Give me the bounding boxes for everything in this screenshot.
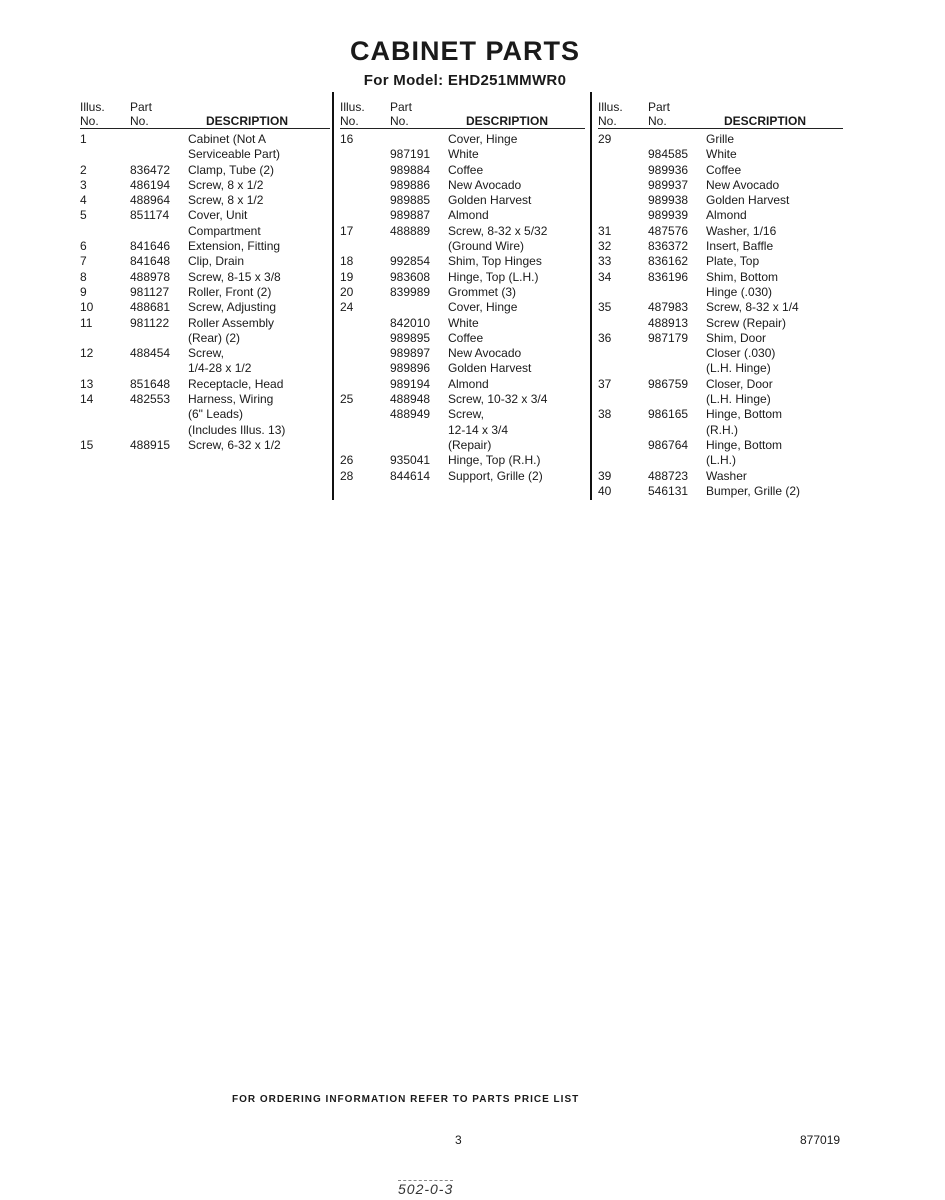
parts-row — [80, 178, 330, 193]
part-number: 488948 — [390, 392, 431, 407]
part-description: Cover, Unit Compartment — [188, 208, 261, 238]
illus-number — [340, 316, 390, 331]
illus-number: 13 — [80, 376, 94, 391]
column-header — [598, 94, 843, 129]
part-description: Hinge, Bottom (L.H.) — [706, 437, 783, 468]
parts-row — [80, 392, 330, 438]
part-description: Shim, Top Hinges — [448, 254, 542, 269]
illus-number: 37 — [598, 376, 612, 391]
parts-row — [340, 377, 585, 392]
parts-row — [80, 208, 330, 239]
parts-row — [340, 132, 585, 147]
illus-number — [598, 163, 648, 178]
part-description: Shim, Bottom Hinge (.030) — [706, 269, 779, 299]
part-number: 986764 — [648, 437, 689, 452]
part-description: Screw, 1/4-28 x 1/2 — [188, 346, 252, 376]
illus-number: 20 — [340, 284, 354, 299]
part-number: 989936 — [648, 162, 689, 177]
illus-number — [340, 407, 390, 453]
document-number: 877019 — [800, 1133, 841, 1147]
illus-number: 4 — [80, 193, 87, 208]
part-number: 839989 — [390, 284, 431, 299]
part-description: Washer — [706, 468, 747, 483]
parts-row — [598, 316, 843, 331]
part-description: Insert, Baffle — [706, 239, 774, 254]
part-number: 488454 — [130, 346, 171, 361]
parts-row — [598, 300, 843, 315]
parts-row — [80, 438, 330, 453]
part-description: Cabinet (Not A Serviceable Part) — [188, 132, 281, 162]
illus-number — [340, 178, 390, 193]
part-number: 482553 — [130, 392, 171, 407]
part-description: Golden Harvest — [448, 193, 532, 208]
parts-row — [340, 469, 585, 484]
part-description: Clip, Drain — [188, 254, 245, 269]
illus-number: 40 — [598, 483, 612, 498]
illus-no-header: Illus. No. — [340, 100, 365, 128]
illus-number: 34 — [598, 269, 612, 284]
parts-row — [598, 377, 843, 408]
column-divider — [590, 92, 592, 500]
parts-row — [598, 484, 843, 499]
part-number: 546131 — [648, 483, 689, 498]
part-number: 836472 — [130, 162, 171, 177]
part-description: Coffee — [448, 330, 484, 345]
illus-number — [340, 331, 390, 346]
parts-row — [340, 224, 585, 255]
illus-number — [340, 361, 390, 376]
parts-row — [340, 208, 585, 223]
part-number: 487983 — [648, 300, 689, 315]
part-number — [390, 300, 448, 315]
part-number: 935041 — [390, 453, 431, 468]
part-description: Golden Harvest — [706, 193, 790, 208]
illus-number: 24 — [340, 300, 354, 315]
part-number: 842010 — [390, 315, 431, 330]
illus-number: 25 — [340, 392, 354, 407]
part-number: 989896 — [390, 361, 431, 376]
part-description: Screw, 10-32 x 3/4 — [448, 392, 548, 407]
illus-number: 36 — [598, 330, 612, 345]
illus-number — [340, 163, 390, 178]
part-description: Coffee — [448, 162, 484, 177]
part-description: White — [706, 147, 737, 162]
parts-row — [340, 285, 585, 300]
part-number: 989884 — [390, 162, 431, 177]
part-number: 488723 — [648, 468, 689, 483]
part-number: 486194 — [130, 177, 171, 192]
part-description: New Avocado — [448, 177, 522, 192]
column-divider — [332, 92, 334, 500]
page-number: 3 — [455, 1133, 462, 1147]
parts-row — [80, 193, 330, 208]
parts-row — [340, 331, 585, 346]
illus-number: 8 — [80, 269, 87, 284]
parts-row — [598, 239, 843, 254]
part-description: Closer, Door (L.H. Hinge) — [706, 376, 773, 407]
part-number: 488681 — [130, 300, 171, 315]
part-number: 488915 — [130, 437, 171, 452]
illus-number — [598, 193, 648, 208]
illus-number: 11 — [80, 315, 93, 330]
part-number: 836162 — [648, 254, 689, 269]
parts-row — [598, 178, 843, 193]
part-description: Hinge, Bottom (R.H.) — [706, 407, 783, 437]
part-no-header: Part No. — [648, 100, 671, 128]
part-number: 986165 — [648, 407, 689, 422]
ordering-note: FOR ORDERING INFORMATION REFER TO PARTS PRICE LIST — [232, 1094, 580, 1105]
part-description: Harness, Wiring (6" Leads) (Includes Illus. 13) — [188, 392, 286, 437]
illus-number: 12 — [80, 346, 94, 361]
illus-number — [598, 438, 648, 469]
part-number: 487576 — [648, 223, 689, 238]
parts-column-3 — [598, 94, 843, 499]
part-description: Extension, Fitting — [188, 239, 281, 254]
parts-row — [598, 407, 843, 438]
part-number: 841646 — [130, 239, 171, 254]
part-description: Almond — [706, 208, 747, 223]
part-description: Roller Assembly (Rear) (2) — [188, 315, 275, 345]
part-number — [130, 132, 188, 163]
part-description: Receptacle, Head — [188, 376, 284, 391]
part-description: Screw, 12-14 x 3/4 (Repair) — [448, 407, 509, 452]
parts-row — [598, 270, 843, 301]
part-no-header: Part No. — [390, 100, 413, 128]
part-description: Cover, Hinge — [448, 132, 518, 146]
part-description: Coffee — [706, 162, 742, 177]
part-number: 981127 — [130, 284, 170, 299]
part-description: Clamp, Tube (2) — [188, 162, 275, 177]
part-number: 836196 — [648, 269, 689, 284]
illus-number: 28 — [340, 468, 354, 483]
part-number: 488949 — [390, 407, 431, 422]
part-number: 989885 — [390, 193, 431, 208]
part-description: Bumper, Grille (2) — [706, 483, 801, 498]
illus-no-header: Illus. No. — [80, 100, 105, 128]
part-number: 984585 — [648, 147, 689, 162]
part-description: Screw, 8 x 1/2 — [188, 193, 264, 208]
parts-row — [80, 132, 330, 163]
illus-number: 39 — [598, 468, 612, 483]
part-number: 844614 — [390, 468, 431, 483]
part-description: Hinge, Top (R.H.) — [448, 453, 541, 468]
part-description: Almond — [448, 376, 489, 391]
illus-number: 29 — [598, 132, 612, 146]
part-description: Support, Grille (2) — [448, 468, 543, 483]
column-header — [340, 94, 585, 129]
illus-number: 2 — [80, 162, 87, 177]
parts-row — [80, 285, 330, 300]
illus-number: 31 — [598, 223, 612, 238]
part-number: 488978 — [130, 269, 171, 284]
page-title: CABINET PARTS — [349, 36, 580, 66]
part-description: Screw, 8-15 x 3/8 — [188, 269, 281, 284]
part-description: Screw, 8 x 1/2 — [188, 177, 264, 192]
parts-row — [598, 193, 843, 208]
part-number: 851648 — [130, 376, 171, 391]
illus-number — [598, 147, 648, 162]
description-header: DESCRIPTION — [724, 114, 807, 128]
part-description: Screw (Repair) — [706, 315, 787, 330]
part-number: 836372 — [648, 239, 689, 254]
illus-number: 15 — [80, 437, 94, 452]
illus-number: 5 — [80, 208, 87, 223]
parts-row — [80, 316, 330, 347]
illus-number: 14 — [80, 392, 94, 407]
part-description: Screw, Adjusting — [188, 300, 277, 315]
parts-row — [80, 239, 330, 254]
part-number: 983608 — [390, 269, 431, 284]
illus-number — [340, 377, 390, 392]
illus-number: 26 — [340, 453, 354, 468]
parts-row — [340, 392, 585, 407]
description-header: DESCRIPTION — [466, 114, 549, 128]
part-description: Washer, 1/16 — [706, 223, 777, 238]
part-number — [648, 132, 706, 147]
part-description: White — [448, 147, 479, 162]
parts-row — [598, 224, 843, 239]
parts-row — [598, 469, 843, 484]
parts-row — [340, 163, 585, 178]
part-no-header: Part No. — [130, 100, 153, 128]
illus-number — [598, 316, 648, 331]
parts-row — [80, 270, 330, 285]
parts-row — [80, 377, 330, 392]
part-number: 989939 — [648, 208, 689, 223]
part-description: Grommet (3) — [448, 284, 517, 299]
part-number: 987191 — [390, 147, 431, 162]
part-description: Shim, Door Closer (.030) (L.H. Hinge) — [706, 330, 776, 376]
parts-column-2 — [340, 94, 585, 484]
parts-row — [340, 270, 585, 285]
parts-row — [340, 407, 585, 453]
part-number: 989194 — [390, 376, 431, 391]
illus-number: 33 — [598, 254, 612, 269]
illus-no-header: Illus. No. — [598, 100, 623, 128]
part-description: Screw, 8-32 x 5/32 (Ground Wire) — [448, 223, 548, 254]
part-number: 488964 — [130, 193, 171, 208]
parts-column-1 — [80, 94, 330, 453]
parts-row — [340, 361, 585, 376]
illus-number: 3 — [80, 177, 87, 192]
parts-row — [340, 346, 585, 361]
part-number: 488889 — [390, 223, 431, 238]
part-description: Screw, 8-32 x 1/4 — [706, 300, 799, 315]
illus-number: 35 — [598, 300, 612, 315]
illus-number — [340, 346, 390, 361]
parts-row — [598, 163, 843, 178]
parts-row — [340, 193, 585, 208]
part-description: Cover, Hinge — [448, 300, 518, 315]
part-number: 989895 — [390, 330, 431, 345]
part-number: 989886 — [390, 177, 431, 192]
parts-row — [80, 163, 330, 178]
illus-number: 10 — [80, 300, 94, 315]
column-header — [80, 94, 330, 129]
parts-row — [340, 254, 585, 269]
parts-row — [598, 254, 843, 269]
part-number: 989887 — [390, 208, 431, 223]
part-number: 989897 — [390, 346, 431, 361]
part-number: 992854 — [390, 254, 431, 269]
parts-row — [340, 178, 585, 193]
illus-number — [598, 178, 648, 193]
part-number: 841648 — [130, 254, 171, 269]
handwritten-stamp: 502-0-3 — [398, 1181, 454, 1197]
part-description: Plate, Top — [706, 254, 760, 269]
illus-number: 17 — [340, 223, 354, 238]
illus-number: 7 — [80, 254, 87, 269]
illus-number: 19 — [340, 269, 354, 284]
part-number: 989938 — [648, 193, 689, 208]
parts-row — [598, 331, 843, 377]
illus-number — [598, 208, 648, 223]
part-number: 989937 — [648, 177, 689, 192]
illus-number: 16 — [340, 132, 354, 146]
parts-row — [80, 346, 330, 377]
part-description: Golden Harvest — [448, 361, 532, 376]
illus-number: 1 — [80, 132, 87, 146]
illus-number: 9 — [80, 284, 87, 299]
illus-number: 18 — [340, 254, 354, 269]
illus-number — [340, 147, 390, 162]
part-number: 987179 — [648, 330, 689, 345]
part-number: 851174 — [130, 208, 170, 223]
illus-number — [340, 193, 390, 208]
part-description: Roller, Front (2) — [188, 284, 272, 299]
part-description: New Avocado — [448, 346, 522, 361]
parts-row — [598, 208, 843, 223]
illus-number: 38 — [598, 407, 612, 422]
parts-row — [598, 132, 843, 147]
parts-row — [340, 316, 585, 331]
part-description: Grille — [706, 132, 735, 146]
illus-number: 32 — [598, 239, 612, 254]
model-subtitle: For Model: EHD251MMWR0 — [363, 72, 567, 89]
part-description: Screw, 6-32 x 1/2 — [188, 437, 281, 452]
part-number: 986759 — [648, 376, 689, 391]
parts-row — [340, 453, 585, 468]
part-description: Hinge, Top (L.H.) — [448, 269, 539, 284]
parts-row — [340, 147, 585, 162]
parts-row — [340, 300, 585, 315]
parts-row — [598, 147, 843, 162]
parts-row — [598, 438, 843, 469]
part-number: 488913 — [648, 315, 689, 330]
part-number: 981122 — [130, 315, 170, 330]
illus-number: 6 — [80, 239, 87, 254]
description-header: DESCRIPTION — [206, 114, 289, 128]
part-description: White — [448, 315, 479, 330]
parts-row — [80, 254, 330, 269]
parts-row — [80, 300, 330, 315]
part-number — [390, 132, 448, 147]
part-description: Almond — [448, 208, 489, 223]
part-description: New Avocado — [706, 177, 780, 192]
illus-number — [340, 208, 390, 223]
